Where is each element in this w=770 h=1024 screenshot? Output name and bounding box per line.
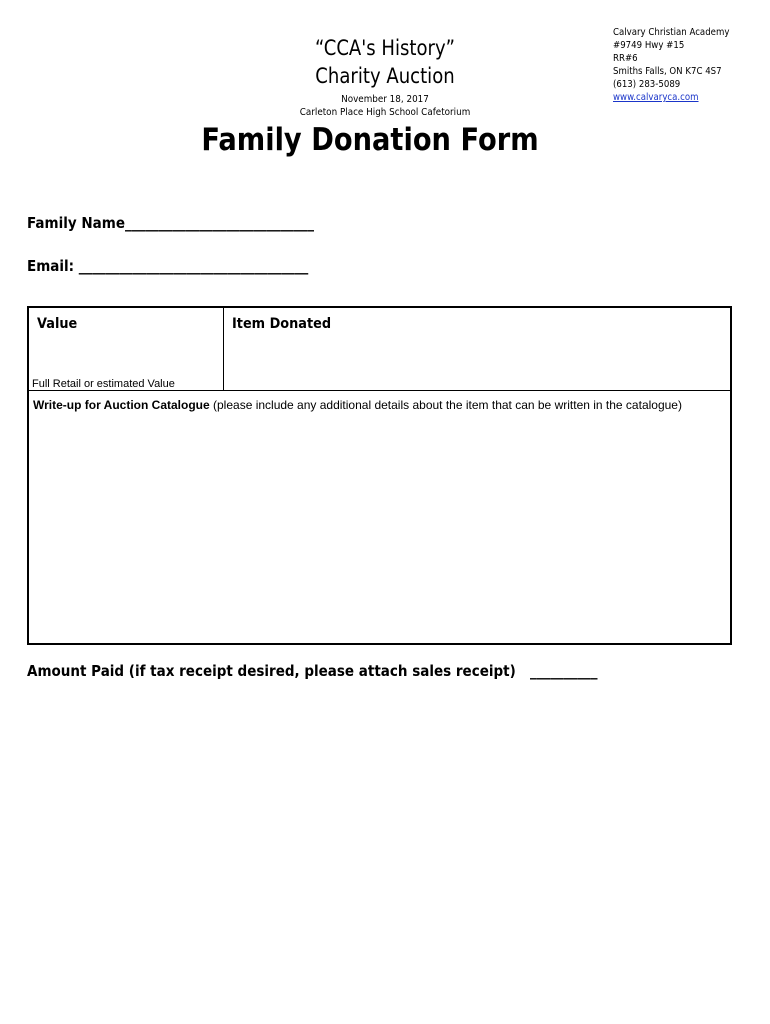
contact-website-link[interactable]: www.calvaryca.com [613, 92, 699, 103]
donation-table [27, 306, 732, 645]
email-field[interactable]: Email: __________________________________ [27, 257, 309, 275]
event-title-line2: Charity Auction [315, 64, 455, 88]
amount-paid-field[interactable]: __________ [530, 662, 598, 680]
amount-paid-label: Amount Paid (if tax receipt desired, please attach sales receipt) [27, 662, 516, 680]
contact-address1: #9749 Hwy #15 [613, 40, 685, 51]
contact-name: Calvary Christian Academy [613, 27, 730, 38]
value-header: Value [37, 316, 78, 332]
item-donated-cell[interactable] [224, 308, 730, 391]
value-cell[interactable] [29, 308, 224, 391]
event-title-line1: “CCA's History” [314, 36, 456, 60]
event-venue: Carleton Place High School Cafetorium [299, 107, 471, 118]
writeup-label: Write-up for Auction Catalogue [33, 398, 210, 412]
value-hint: Full Retail or estimated Value [32, 378, 175, 390]
event-title [295, 34, 476, 90]
contact-address2: RR#6 [613, 53, 638, 64]
contact-city: Smiths Falls, ON K7C 4S7 [613, 66, 722, 77]
item-donated-header: Item Donated [232, 316, 332, 332]
writeup-cell[interactable] [33, 398, 682, 412]
writeup-note: (please include any additional details about the item that can be written in the catalogue) [209, 398, 682, 412]
contact-block [613, 26, 729, 104]
contact-phone: (613) 283-5089 [613, 79, 681, 90]
form-title: Family Donation Form [201, 122, 539, 158]
family-name-field[interactable]: Family Name____________________________ [27, 214, 315, 232]
event-date: November 18, 2017 [341, 94, 429, 105]
